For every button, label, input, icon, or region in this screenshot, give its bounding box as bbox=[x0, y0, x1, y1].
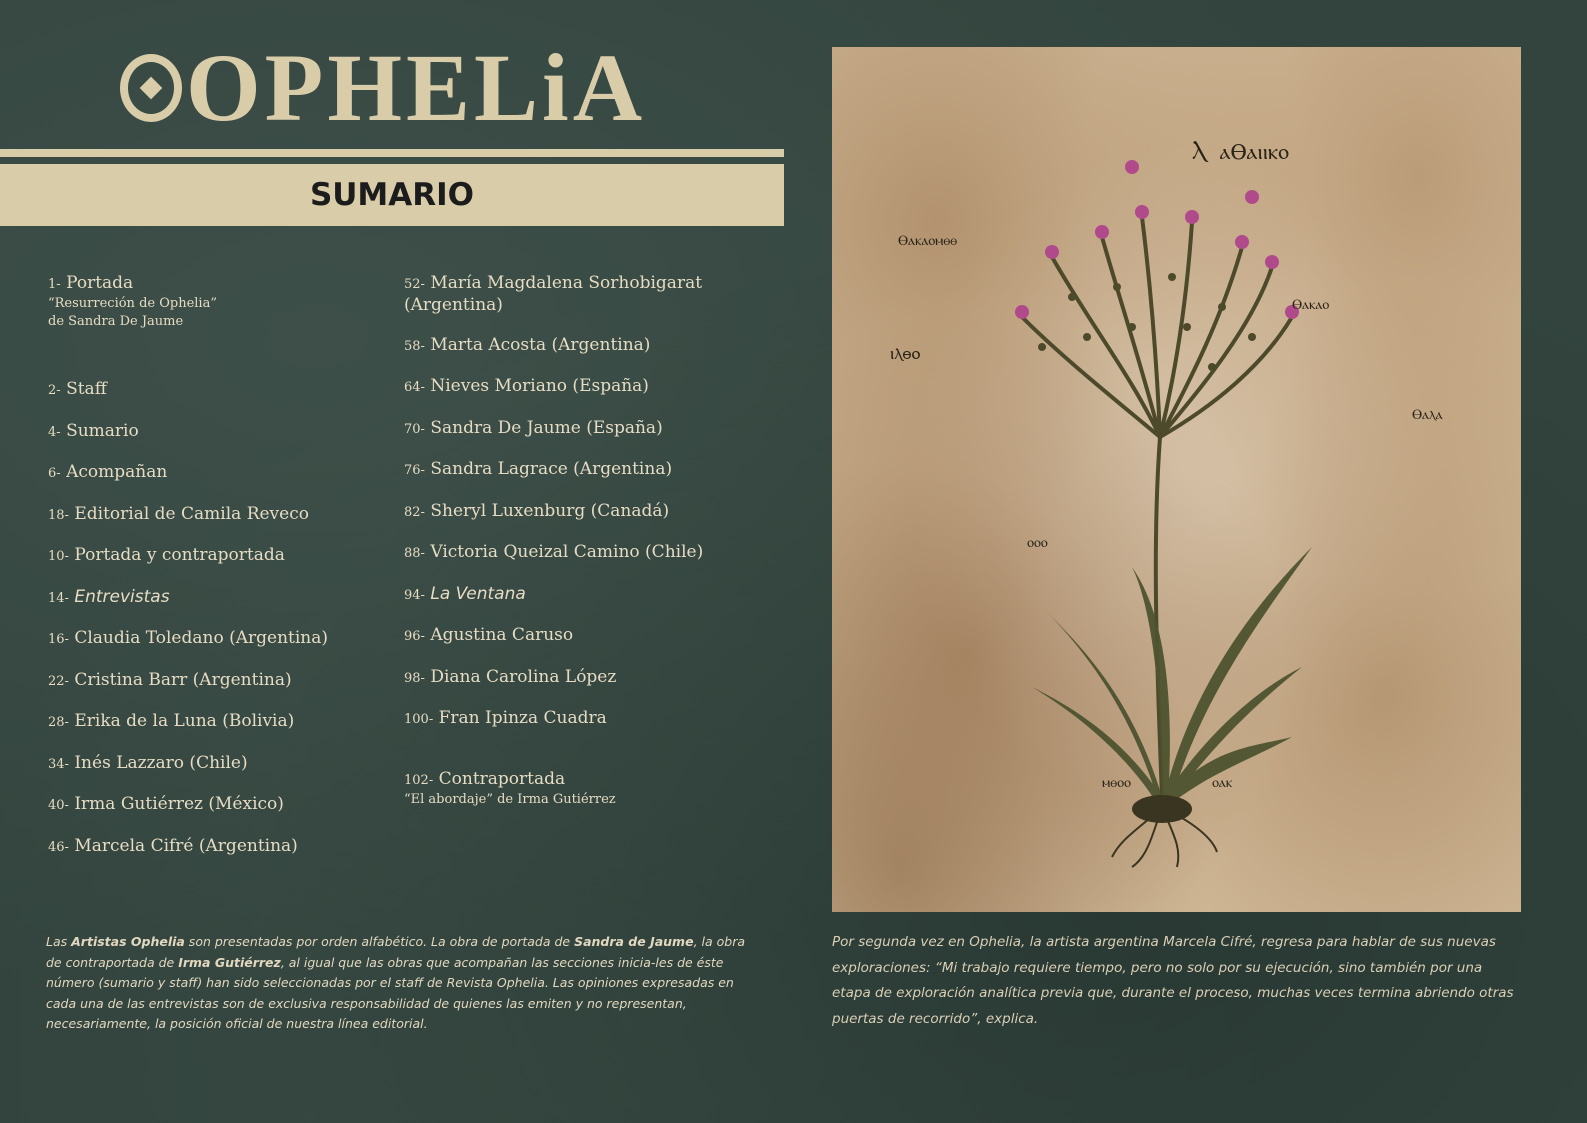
toc-title: La Ventana bbox=[430, 583, 526, 604]
footnote-text: Las bbox=[46, 934, 72, 949]
toc-title: Diana Carolina López bbox=[430, 666, 617, 687]
toc-page-number: 14- bbox=[48, 590, 69, 606]
inscription: Ⲑⲁⲗⲁ bbox=[1412, 407, 1443, 423]
toc-title: Acompañan bbox=[66, 462, 168, 482]
logo-diamond-ring-icon bbox=[120, 54, 182, 122]
toc-entry[interactable] bbox=[48, 670, 378, 692]
toc-entry[interactable] bbox=[48, 504, 378, 526]
toc-title: Portada y contraportada bbox=[74, 545, 285, 565]
toc-page-number: 94- bbox=[404, 587, 425, 603]
artwork-caption: Por segunda vez en Ophelia, la artista argentina Marcela Cifré, regresa para hablar de sus nuevas exploraciones: “Mi trabajo requiere tiempo, pero no solo por su ejecución, sino también por una etapa de exploración analítica previa que, durante el proceso, muchas veces termina abriendo otras puertas de recorrido”, explica. bbox=[832, 934, 1514, 1027]
toc-page-number: 58- bbox=[404, 338, 425, 354]
toc-page-number: 70- bbox=[404, 421, 425, 437]
toc-title-continued: (Argentina) bbox=[404, 295, 503, 315]
toc-title: Erika de la Luna (Bolivia) bbox=[74, 711, 295, 731]
toc-title: Contraportada bbox=[438, 769, 566, 789]
toc-title: Fran Ipinza Cuadra bbox=[438, 708, 607, 728]
toc-title: Cristina Barr (Argentina) bbox=[74, 669, 292, 690]
toc-entry[interactable] bbox=[48, 836, 378, 858]
inscription: ⲟⲁⲕ bbox=[1212, 775, 1233, 791]
toc-title: Sumario bbox=[66, 420, 139, 441]
toc-page-number: 16- bbox=[48, 632, 69, 647]
toc-title: Staff bbox=[66, 379, 107, 399]
toc-page-number: 96- bbox=[404, 629, 425, 644]
toc-page-number: 46- bbox=[48, 839, 69, 855]
toc-page-number: 88- bbox=[404, 546, 425, 561]
toc-entry[interactable] bbox=[404, 625, 804, 647]
inscription: Ⲗ ⲁⲐⲁⲓⲓⲕⲟ bbox=[1192, 140, 1289, 165]
toc-page-number: 28- bbox=[48, 715, 69, 730]
toc-title: María Magdalena Sorhobigarat bbox=[430, 273, 703, 293]
toc-page-number: 1- bbox=[48, 277, 61, 292]
toc-title: Inés Lazzaro (Chile) bbox=[74, 752, 248, 773]
footnote-text: , al igual que las obras que acompañan las secciones inicia-les de éste número (sumario y staff) han sido seleccionadas por el staff de Revista Ophelia. Las opiniones expresadas en cada una de las entrevistas son de exclusiva responsabilidad de quienes las emiten y no representan, necesariamente, la posición oficial de nuestra línea editorial. bbox=[46, 954, 734, 1031]
footnote-emphasis: Artistas Ophelia bbox=[71, 934, 185, 949]
toc-entry[interactable] bbox=[48, 462, 378, 484]
toc-page-number: 4- bbox=[48, 424, 61, 440]
logo-text: OPHELiA bbox=[186, 34, 647, 141]
toc-entry[interactable] bbox=[48, 421, 378, 443]
section-banner bbox=[0, 164, 784, 226]
toc-title: Editorial de Camila Reveco bbox=[74, 503, 309, 524]
toc-entry[interactable] bbox=[404, 376, 804, 398]
toc-title: Marcela Cifré (Argentina) bbox=[74, 835, 298, 856]
toc-title: Victoria Queizal Camino (Chile) bbox=[430, 542, 704, 562]
toc-entry[interactable] bbox=[48, 628, 378, 650]
footnote-emphasis: Irma Gutiérrez bbox=[178, 954, 281, 970]
toc-entry[interactable] bbox=[404, 584, 804, 606]
toc-page-number: 2- bbox=[48, 383, 61, 398]
toc-entry[interactable] bbox=[48, 545, 378, 567]
magazine-logo bbox=[120, 34, 647, 141]
toc-entry[interactable] bbox=[48, 587, 378, 609]
plant-illustration bbox=[832, 47, 1521, 912]
toc-page-number: 40- bbox=[48, 798, 69, 813]
section-title: SUMARIO bbox=[309, 177, 475, 213]
toc-entry[interactable] bbox=[404, 542, 804, 564]
toc-title: Entrevistas bbox=[74, 586, 170, 607]
footnote-text: , la obra de contraportada de bbox=[46, 934, 746, 970]
toc-entry[interactable] bbox=[48, 794, 378, 816]
toc-subtitle: “El abordaje” de Irma Gutiérrez bbox=[404, 792, 616, 807]
inscription: ⲙⲑⲟⲟ bbox=[1102, 775, 1131, 791]
toc-entry[interactable] bbox=[404, 769, 804, 809]
toc-entry[interactable] bbox=[48, 273, 378, 331]
toc-page-number: 100- bbox=[404, 712, 434, 727]
toc-page-number: 10- bbox=[48, 549, 69, 564]
toc-title: Sheryl Luxenburg (Canadá) bbox=[430, 500, 670, 521]
toc-page-number: 6- bbox=[48, 466, 61, 481]
toc-entry[interactable] bbox=[48, 379, 378, 401]
inscription: Ⲑⲁⲕⲁⲟⲙⲑⲑ bbox=[898, 233, 958, 249]
toc-page-number: 102- bbox=[404, 773, 434, 788]
toc-title: Portada bbox=[66, 273, 134, 293]
toc-page-number: 76- bbox=[404, 463, 425, 478]
toc-entry[interactable] bbox=[404, 667, 804, 689]
toc-title: Claudia Toledano (Argentina) bbox=[74, 628, 328, 648]
toc-column-right bbox=[404, 273, 804, 829]
toc-entry[interactable] bbox=[48, 711, 378, 733]
toc-entry[interactable] bbox=[404, 501, 804, 523]
footnote-emphasis: Sandra de Jaume bbox=[574, 934, 694, 949]
toc-page-number: 34- bbox=[48, 756, 69, 772]
toc-entry[interactable] bbox=[404, 335, 804, 357]
toc-page-number: 18- bbox=[48, 507, 69, 523]
inscription: ⲟⲟⲟ bbox=[1027, 535, 1048, 551]
toc-page-number: 98- bbox=[404, 670, 425, 686]
toc-entry[interactable] bbox=[404, 459, 804, 481]
header-divider bbox=[0, 149, 784, 157]
toc-subtitle: “Resurreción de Ophelia” bbox=[48, 296, 217, 311]
toc-title: Sandra Lagrace (Argentina) bbox=[430, 459, 673, 479]
footnote-text: son presentadas por orden alfabético. La obra de portada de bbox=[184, 934, 575, 949]
toc-subtitle: de Sandra De Jaume bbox=[48, 314, 184, 329]
toc-title: Nieves Moriano (España) bbox=[430, 376, 649, 396]
toc-page-number: 82- bbox=[404, 504, 425, 520]
toc-entry[interactable] bbox=[404, 418, 804, 440]
toc-entry[interactable] bbox=[48, 753, 378, 775]
toc-page-number: 52- bbox=[404, 277, 425, 292]
toc-title: Irma Gutiérrez (México) bbox=[74, 794, 284, 814]
toc-entry[interactable] bbox=[404, 708, 804, 730]
botanical-artwork bbox=[832, 47, 1521, 912]
toc-page-number: 22- bbox=[48, 673, 69, 689]
toc-entry[interactable] bbox=[404, 273, 804, 315]
editorial-footnote bbox=[46, 932, 746, 1035]
toc-column-left bbox=[48, 273, 378, 877]
toc-title: Sandra De Jaume (España) bbox=[430, 417, 663, 438]
toc-title: Marta Acosta (Argentina) bbox=[430, 334, 651, 355]
inscription: Ⲑⲁⲕⲁⲟ bbox=[1292, 297, 1330, 313]
toc-page-number: 64- bbox=[404, 380, 425, 395]
toc-title: Agustina Caruso bbox=[430, 625, 574, 645]
inscription: ⲓⲗⲑⲟ bbox=[890, 343, 921, 364]
